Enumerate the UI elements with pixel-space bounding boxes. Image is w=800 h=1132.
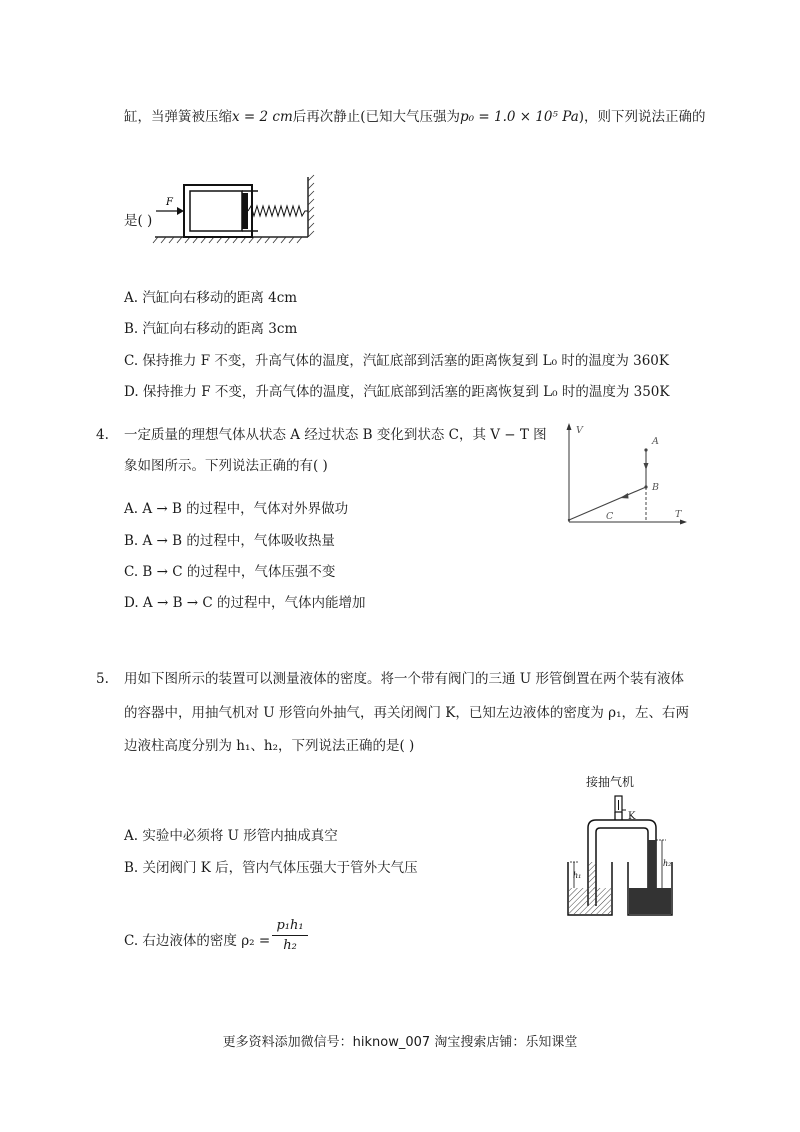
q5-h1-label: h₁ <box>573 871 582 880</box>
q3-stem-part2: 后再次静止 <box>292 109 361 125</box>
q3-force-label: F <box>166 197 173 208</box>
q3-option-c: C. 保持推力 F 不变，升高气体的温度，汽缸底部到活塞的距离恢复到 L₀ 时的温度为 360K <box>124 353 669 369</box>
q4-option-d: D. A → B → C 的过程中，气体内能增加 <box>124 595 366 611</box>
page-footer: 更多资料添加微信号：hiknow_007 淘宝搜索店铺：乐知课堂 <box>222 1035 578 1050</box>
q3-cylinder-figure <box>150 175 325 245</box>
q4-axis-t: T <box>675 509 682 520</box>
q5-option-c-prefix: C. 右边液体的密度 ρ₂ = <box>124 933 271 949</box>
q4-number: 4. <box>96 427 109 443</box>
q3-option-a: A. 汽缸向右移动的距离 4cm <box>124 290 298 306</box>
q4-axis-v: V <box>576 425 583 436</box>
q4-stem-line2: 象如图所示。下列说法正确的有( ) <box>124 458 328 474</box>
q5-number: 5. <box>96 671 109 687</box>
q5-h2-label: h₂ <box>663 859 672 868</box>
q5-utube-figure <box>548 770 688 920</box>
q5-option-c-fraction <box>272 918 308 954</box>
q3-expr-p0: p₀ = 1.0 × 10⁵ Pa <box>460 109 579 125</box>
q5-option-a: A. 实验中必须将 U 形管内抽成真空 <box>124 828 338 844</box>
q3-option-d: D. 保持推力 F 不变，升高气体的温度，汽缸底部到活塞的距离恢复到 L₀ 时的温度为 350K <box>124 384 670 400</box>
q3-stem-part1: 缸，当弹簧被压缩 <box>124 109 232 125</box>
q3-stem-part3: ，则下列说法正确的 <box>584 109 706 125</box>
q4-stem-line1: 一定质量的理想气体从状态 A 经过状态 B 变化到状态 C，其 V − T 图 <box>124 427 547 443</box>
q5-stem-line1: 用如下图所示的装置可以测量液体的密度。将一个带有阀门的三通 U 形管倒置在两个装有液体 <box>124 671 684 687</box>
q4-option-a: A. A → B 的过程中，气体对外界做功 <box>124 501 349 517</box>
q5-pump-label: 接抽气机 <box>585 775 635 789</box>
q3-option-b: B. 汽缸向右移动的距离 3cm <box>124 321 298 337</box>
fraction-numerator: p₁h₁ <box>272 918 308 936</box>
q4-point-a: A <box>652 436 659 447</box>
q4-vt-graph <box>562 420 692 530</box>
q3-expr-x: x = 2 cm <box>232 109 293 125</box>
q5-valve-label: K <box>628 811 636 822</box>
q5-stem-line2: 的容器中，用抽气机对 U 形管向外抽气，再关闭阀门 K，已知左边液体的密度为 ρ₁，左、右两 <box>124 705 689 721</box>
q4-point-b: B <box>652 482 659 493</box>
q5-stem-line3: 边液柱高度分别为 h₁、h₂，下列说法正确的是( ) <box>124 738 415 754</box>
q3-paren-open: (已知大气压强为 <box>360 109 461 125</box>
q3-stem-line2: 是( ) <box>124 213 153 229</box>
q5-option-c <box>124 932 270 950</box>
q4-option-c: C. B → C 的过程中，气体压强不变 <box>124 564 336 580</box>
q5-option-b: B. 关闭阀门 K 后，管内气体压强大于管外大气压 <box>124 860 418 876</box>
fraction-denominator: h₂ <box>283 938 297 953</box>
q4-option-b: B. A → B 的过程中，气体吸收热量 <box>124 533 335 549</box>
q3-stem-line1 <box>124 108 706 126</box>
q4-point-c: C <box>606 511 614 522</box>
q3-paren-close: ) <box>578 109 585 125</box>
